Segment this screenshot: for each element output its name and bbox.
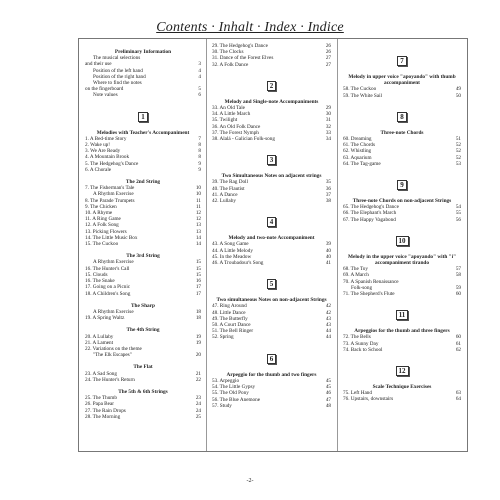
entry-title: 14. The Little Music Box — [85, 234, 138, 241]
entry-title: 74. Back to School — [343, 346, 383, 353]
entry-title: 5. The Hedgehog's Dance — [85, 160, 139, 167]
contents-entry — [85, 92, 201, 98]
entry-page-number: 18 — [195, 308, 201, 315]
entry-page-number: 32 — [325, 123, 331, 130]
entry-page-number: 5 — [198, 86, 201, 93]
entry-page-number: 16 — [195, 278, 201, 285]
entry-page-number: 17 — [195, 284, 201, 291]
entry-page-number: 50 — [455, 92, 461, 99]
entry-title: 48. Little Dance — [212, 309, 246, 316]
section-number: 8 — [397, 112, 407, 122]
entry-title: Note values — [93, 92, 118, 99]
entry-page-number: 36 — [325, 185, 331, 192]
section-heading: Scale Technique Exercises — [372, 384, 432, 391]
page-title: Contents · Inhalt · Index · Indice — [156, 20, 344, 35]
entry-title: 69. A March — [343, 272, 369, 279]
entry-page-number: 19 — [195, 339, 201, 346]
entry-title: The musical selections — [93, 55, 141, 62]
entry-title: 13. Picking Flowers — [85, 228, 127, 235]
entry-page-number: 9 — [198, 166, 201, 173]
entry-title: 16. The Hunter's Call — [85, 265, 130, 272]
entry-page-number: 8 — [198, 148, 201, 155]
entry-title: 10. A Rhyme — [85, 210, 113, 217]
section-heading: Melody in the upper voice "apoyando" with "i" accompaniment tirando — [347, 253, 457, 267]
entry-page-number: 61 — [455, 340, 461, 347]
section-heading: The Sharp — [131, 302, 155, 309]
entry-page-number: 58 — [455, 272, 461, 279]
section-number-box — [343, 106, 461, 124]
entry-title: Position of the left hand — [93, 67, 143, 74]
entry-title: 76. Upstairs, downstairs — [343, 396, 394, 403]
entry-title: Folk-song — [351, 284, 373, 291]
entry-title: 27. The Rain Drops — [85, 407, 126, 414]
section-heading: Two Simultaneous Notes on adjacent strings — [221, 173, 322, 180]
entry-title: 73. A Sunny Day — [343, 340, 379, 347]
section-heading: The Flat — [133, 364, 153, 371]
entry-title: 53. Arpeggio — [212, 377, 240, 384]
entry-title: 30. The Clocks — [212, 49, 244, 56]
entry-page-number: 33 — [325, 129, 331, 136]
section-number: 3 — [267, 155, 277, 165]
entry-page-number: 63 — [455, 390, 461, 397]
entry-page-number: 13 — [195, 222, 201, 229]
entry-title: 39. The Rag Doll — [212, 179, 248, 186]
entry-title: 16. The Snake — [85, 278, 115, 285]
entry-page-number: 27 — [325, 61, 331, 68]
entry-title: 44. A Little Melody — [212, 247, 253, 254]
entry-title: 66. The Elephant's March — [343, 210, 397, 217]
entry-title: 7. The Fisherman's Tale — [85, 185, 135, 192]
entry-page-number: 57 — [455, 266, 461, 273]
column-divider — [337, 39, 338, 451]
entry-page-number: 4 — [198, 73, 201, 80]
entry-title: A Rhythm Exercise — [93, 191, 134, 198]
entry-title: 18. A Children's Song — [85, 290, 131, 297]
contents-entry — [85, 414, 201, 420]
section-heading: Two simultaneous Notes on non-adjacent Strings — [216, 297, 327, 304]
section-heading: Preliminary Information — [114, 49, 172, 55]
section-number-box — [343, 360, 461, 378]
entry-title: 12. A Folk Song — [85, 222, 119, 229]
contents-entry — [212, 62, 331, 68]
entry-title: 3. We Are Ready — [85, 148, 121, 155]
entry-title: 29. The Hedgehog's Dance — [212, 43, 268, 49]
entry-page-number: 13 — [195, 228, 201, 235]
entry-page-number: 53 — [455, 160, 461, 167]
entry-page-number: 26 — [325, 43, 331, 49]
entry-page-number: 25 — [195, 413, 201, 420]
entry-page-number: 54 — [455, 204, 461, 211]
entry-title: 57. Study — [212, 402, 232, 409]
entry-title: and their use — [85, 61, 112, 68]
section-heading: The 3rd String — [126, 253, 160, 260]
entry-page-number: 20 — [195, 352, 201, 359]
entry-title: A Rhythm Exercise — [93, 259, 134, 266]
entry-page-number: 30 — [325, 111, 331, 118]
entry-page-number: 23 — [195, 395, 201, 402]
entry-page-number: 24 — [195, 407, 201, 414]
entry-title: 4. A Mountain Brook — [85, 154, 130, 161]
entry-title: 45. In the Meadow — [212, 253, 252, 260]
contents-entry — [343, 93, 461, 99]
section-number-box — [212, 211, 331, 229]
entry-title: 68. The Toy — [343, 266, 368, 273]
entry-title: 64. The Tag-game — [343, 160, 381, 167]
contents-entry — [343, 347, 461, 353]
entry-title: 41. A Dance — [212, 191, 238, 198]
entry-title: 65. The Hedgehog's Dance — [343, 204, 399, 211]
section-heading: Melody and two-note Accompaniment — [228, 235, 315, 242]
entry-page-number: 47 — [325, 396, 331, 403]
entry-title: 11. A Ring Game — [85, 216, 121, 223]
entry-title: 62. Whistling — [343, 148, 372, 155]
contents-entry — [343, 291, 461, 297]
section-heading: Three-note Chords — [380, 129, 424, 136]
entry-page-number: 27 — [325, 55, 331, 62]
entry-title: on the fingerboard — [85, 86, 124, 93]
contents-entry — [212, 334, 331, 340]
entry-title: 63. Aquarium — [343, 154, 372, 161]
contents-frame — [78, 38, 468, 452]
section-number-box — [212, 149, 331, 167]
entry-page-number: 59 — [455, 284, 461, 291]
section-number: 2 — [267, 81, 277, 91]
entry-page-number: 44 — [325, 328, 331, 335]
entry-title: 31. Dance of the Forest Elves — [212, 55, 274, 62]
entry-page-number: 17 — [195, 290, 201, 297]
entry-title: 50. A Court Dance — [212, 322, 251, 329]
entry-page-number: 19 — [195, 333, 201, 340]
entry-page-number: 9 — [198, 160, 201, 167]
entry-title: Position of the right hand — [93, 73, 146, 80]
entry-title: 71. The Shepherd's Flute — [343, 291, 395, 298]
entry-title: 43. A Song Game — [212, 241, 249, 248]
entry-title: 59. The White Sail — [343, 92, 382, 99]
entry-page-number: 21 — [195, 370, 201, 377]
entry-page-number: 14 — [195, 241, 201, 248]
entry-page-number: 15 — [195, 271, 201, 278]
entry-page-number: 8 — [198, 154, 201, 161]
entry-page-number: 55 — [455, 210, 461, 217]
entry-title: 40. The Flautist — [212, 185, 245, 192]
entry-page-number: 10 — [195, 185, 201, 192]
entry-page-number: 43 — [325, 315, 331, 322]
contents-entry — [343, 396, 461, 402]
entry-page-number: 3 — [198, 61, 201, 68]
contents-entry — [212, 403, 331, 409]
section-heading: Melody in upper voice "apoyando" with thumb accompaniment — [348, 74, 456, 87]
section-number-box — [212, 75, 331, 93]
entry-title: 67. The Happy Vagabond — [343, 216, 396, 223]
entry-title: 25. The Thumb — [85, 395, 117, 402]
entry-title: 36. An Old Folk Dance — [212, 123, 261, 130]
entry-page-number: 39 — [325, 241, 331, 248]
entry-page-number: 62 — [455, 346, 461, 353]
contents-column-3 — [343, 43, 461, 403]
entry-title: 47. Ring Around — [212, 303, 247, 310]
entry-page-number: 44 — [325, 334, 331, 341]
entry-title: 33. An Old Tale — [212, 105, 245, 112]
entry-title: 58. The Cuckoo — [343, 86, 377, 93]
entry-page-number: 10 — [195, 191, 201, 198]
entry-title: 8. The Parade Trumpets — [85, 197, 135, 204]
entry-page-number: 41 — [325, 260, 331, 267]
contents-column-1 — [85, 43, 201, 420]
section-number-box — [343, 304, 461, 322]
contents-entry — [85, 352, 201, 358]
entry-title: 6. A Chorale — [85, 166, 112, 173]
contents-entry — [85, 315, 201, 321]
entry-page-number: 38 — [325, 198, 331, 205]
entry-title: 9. The Chicken — [85, 203, 117, 210]
entry-page-number: 4 — [198, 67, 201, 74]
section-number-box — [212, 348, 331, 366]
entry-title: 1. A Bed-time Story — [85, 135, 127, 142]
entry-page-number: 60 — [455, 291, 461, 298]
section-number: 12 — [396, 366, 409, 376]
entry-title: 15. Clouds — [85, 271, 108, 278]
entry-page-number: 18 — [195, 315, 201, 322]
entry-title: 24. The Hunter's Return — [85, 376, 135, 383]
section-heading: The 5th & 6th Strings — [118, 388, 168, 395]
section-heading: The 4th String — [126, 327, 160, 334]
entry-page-number: 45 — [325, 377, 331, 384]
section-number-box — [343, 174, 461, 192]
entry-title: 21. A Lament — [85, 339, 114, 346]
entry-page-number: 31 — [325, 117, 331, 124]
entry-title: 61. The Chords — [343, 142, 376, 149]
entry-page-number: 8 — [198, 142, 201, 149]
section-heading: The 2nd String — [125, 179, 161, 186]
entry-page-number: 26 — [325, 49, 331, 56]
section-number: 10 — [396, 236, 409, 246]
page-number: -2- — [246, 478, 254, 484]
entry-title: 32. A Folk Dance — [212, 61, 249, 68]
entry-page-number: 40 — [325, 253, 331, 260]
entry-title: 42. Lullaby — [212, 198, 236, 205]
entry-page-number: 24 — [195, 401, 201, 408]
section-number: 7 — [397, 56, 407, 66]
entry-title: Where to find the notes — [93, 80, 142, 87]
entry-title: 28. The Morning — [85, 413, 121, 420]
section-heading: Arpeggios for the thumb and three fingers — [354, 328, 450, 335]
entry-page-number: 22 — [195, 376, 201, 383]
entry-page-number: 7 — [198, 135, 201, 142]
section-number: 4 — [267, 217, 277, 227]
entry-page-number: 45 — [325, 384, 331, 391]
entry-title: 70. A Spanish Renaissance — [343, 278, 399, 285]
entry-page-number: 42 — [325, 303, 331, 310]
section-number-box — [343, 230, 461, 248]
section-number: 5 — [267, 279, 277, 289]
section-number: 11 — [396, 310, 409, 320]
entry-title: 75. Left Hand — [343, 390, 372, 397]
entry-page-number: 52 — [455, 154, 461, 161]
entry-title: 22. Variations on the theme — [85, 345, 142, 352]
entry-title: 56. The Blue Anemone — [212, 396, 261, 403]
section-number-box — [85, 106, 201, 124]
contents-entry — [343, 161, 461, 167]
contents-entry — [85, 377, 201, 383]
entry-title: 46. A Troubadour's Song — [212, 260, 264, 267]
contents-entry — [85, 167, 201, 173]
entry-title: 37. The Forest Nymph — [212, 129, 259, 136]
section-number-box — [343, 50, 461, 68]
entry-title: 15. The Cuckoo — [85, 241, 119, 248]
entry-page-number: 11 — [196, 203, 201, 210]
section-heading: Melodies with Teacher's Accompaniment — [96, 129, 190, 136]
entry-page-number: 52 — [455, 148, 461, 155]
entry-page-number: 12 — [195, 210, 201, 217]
entry-page-number: 37 — [325, 191, 331, 198]
entry-page-number: 60 — [455, 334, 461, 341]
section-heading: Arpeggio for the thumb and two fingers — [226, 371, 317, 378]
entry-page-number: 14 — [195, 234, 201, 241]
section-number: 1 — [138, 112, 148, 122]
entry-title: 20. A Lullaby — [85, 333, 114, 340]
contents-entry — [85, 241, 201, 247]
entry-title: 35. Twilight — [212, 117, 238, 124]
section-number: 9 — [397, 180, 407, 190]
entry-page-number: 11 — [196, 197, 201, 204]
entry-title: 49. The Butterfly — [212, 315, 248, 322]
entry-title: 23. A Sad Song — [85, 370, 117, 377]
entry-page-number: 48 — [325, 402, 331, 409]
entry-page-number: 40 — [325, 247, 331, 254]
entry-title: 19. A Spring Waltz — [85, 315, 125, 322]
entry-title: A Rhythm Exercise — [93, 308, 134, 315]
entry-title: 52. Spring — [212, 334, 234, 341]
entry-page-number: 34 — [325, 136, 331, 143]
entry-title: 38. Alalá - Galician Folk-song — [212, 136, 275, 143]
entry-page-number: 52 — [455, 142, 461, 149]
entry-page-number: 12 — [195, 216, 201, 223]
entry-title: 26. Papa Bear — [85, 401, 114, 408]
section-heading: Melody and Single-note Accompaniments — [224, 98, 319, 105]
entry-title: 55. The Old Pony — [212, 390, 249, 397]
section-number: 6 — [267, 354, 277, 364]
entry-page-number: 56 — [455, 216, 461, 223]
contents-entry — [343, 217, 461, 223]
contents-column-2 — [212, 43, 331, 409]
entry-page-number: 64 — [455, 396, 461, 403]
contents-entry — [212, 198, 331, 204]
column-divider — [206, 39, 207, 451]
contents-entry — [85, 291, 201, 297]
contents-entry — [212, 136, 331, 142]
contents-entry — [212, 260, 331, 266]
entry-title: 51. The Bell Ringer — [212, 328, 254, 335]
entry-page-number: 43 — [325, 322, 331, 329]
entry-page-number: 49 — [455, 86, 461, 93]
entry-title: 2. Wake up! — [85, 142, 110, 149]
entry-page-number: 15 — [195, 259, 201, 266]
entry-title: 34. A Little March — [212, 111, 251, 118]
entry-page-number: 15 — [195, 265, 201, 272]
entry-title: 72. The Bells — [343, 334, 371, 341]
entry-title: 54. The Little Gypsy — [212, 384, 256, 391]
entry-page-number: 35 — [325, 179, 331, 186]
entry-page-number: 42 — [325, 309, 331, 316]
entry-title: 17. Going on a Picnic — [85, 284, 131, 291]
entry-page-number: 51 — [455, 136, 461, 143]
entry-title: "The Elk Escapes" — [93, 352, 132, 359]
section-heading: Three-note Chords on non-adjacent Strings — [352, 198, 452, 205]
section-number-box — [212, 273, 331, 291]
entry-title: 60. Dreaming — [343, 136, 372, 143]
entry-page-number: 29 — [325, 105, 331, 112]
entry-page-number: 6 — [198, 92, 201, 99]
entry-page-number: 46 — [325, 390, 331, 397]
